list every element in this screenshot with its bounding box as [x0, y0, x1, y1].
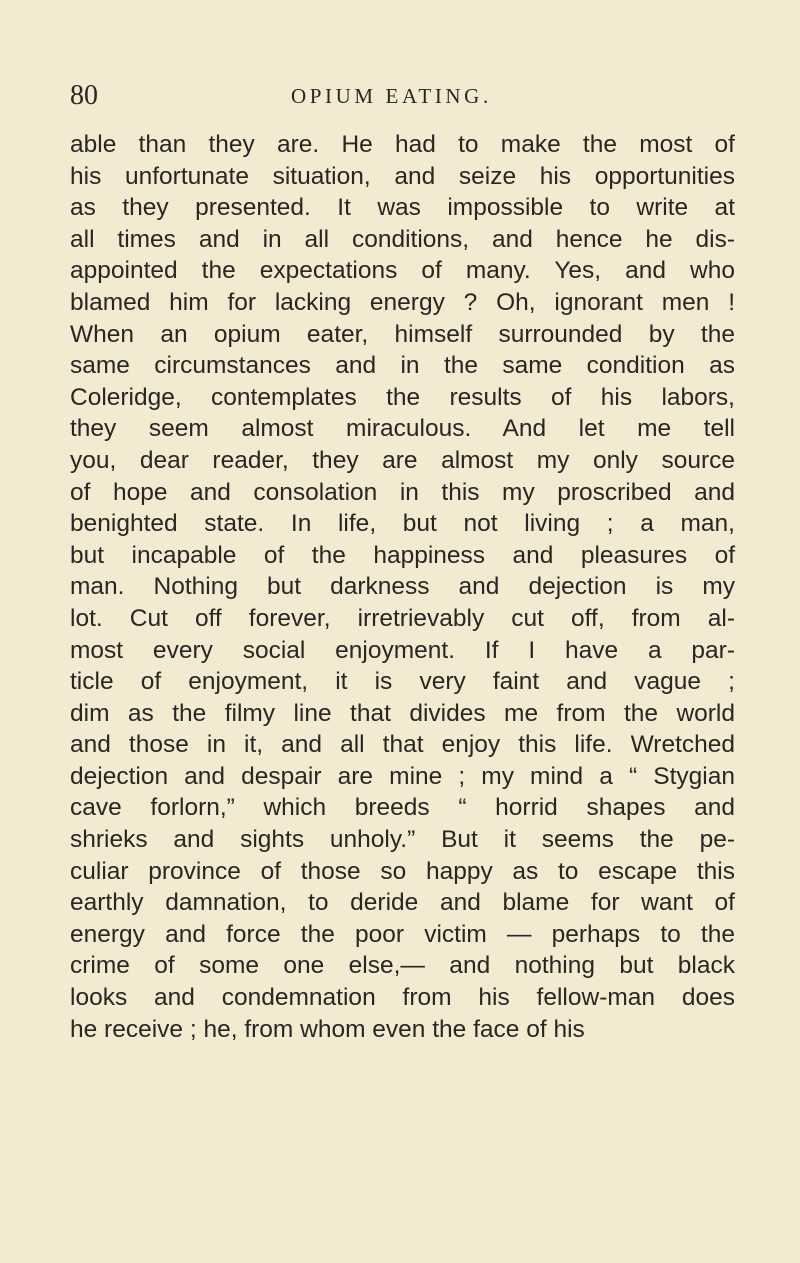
- text-line: energy and force the poor victim — perhaps to the: [70, 920, 735, 948]
- text-line: you, dear reader, they are almost my only source: [70, 446, 735, 474]
- text-line: dejection and despair are mine ; my mind a “ Stygian: [70, 762, 735, 790]
- text-line: able than they are. He had to make the most of: [70, 131, 735, 158]
- text-line: same circumstances and in the same condition as: [70, 352, 735, 380]
- text-line: lot. Cut off forever, irretrievably cut off, from al-: [70, 604, 735, 632]
- text-line: he receive ; he, from whom even the face of his: [70, 1015, 585, 1043]
- text-line: of hope and consolation in this my proscribed and: [70, 478, 735, 506]
- text-line: blamed him for lacking energy ? Oh, ignorant men !: [70, 288, 735, 316]
- text-line: looks and condemnation from his fellow-man does: [70, 984, 735, 1012]
- text-line: crime of some one else,— and nothing but black: [70, 952, 735, 980]
- text-line: dim as the filmy line that divides me from the world: [70, 699, 735, 727]
- text-line: all times and in all conditions, and hence he dis-: [70, 225, 735, 253]
- page-header: [70, 76, 730, 116]
- text-line: they seem almost miraculous. And let me tell: [70, 415, 735, 443]
- text-line: culiar province of those so happy as to escape this: [70, 857, 735, 885]
- text-line: ticle of enjoyment, it is very faint and vague ;: [70, 668, 735, 696]
- body-text: [70, 129, 735, 1045]
- text-line: appointed the expectations of many. Yes, and who: [70, 257, 735, 285]
- text-line: benighted state. In life, but not living ; a man,: [70, 510, 735, 538]
- text-line: When an opium eater, himself surrounded by the: [70, 320, 735, 348]
- running-head: OPIUM EATING.: [291, 84, 492, 108]
- text-line: earthly damnation, to deride and blame for want of: [70, 889, 735, 917]
- text-line: but incapable of the happiness and pleasures of: [70, 541, 735, 569]
- text-line: man. Nothing but darkness and dejection is my: [70, 573, 735, 601]
- page-number: 80: [70, 80, 98, 111]
- text-line: his unfortunate situation, and seize his opportunities: [70, 162, 735, 190]
- text-line: shrieks and sights unholy.” But it seems the pe-: [70, 826, 735, 854]
- text-line: Coleridge, contemplates the results of his labors,: [70, 383, 735, 411]
- text-line: cave forlorn,” which breeds “ horrid shapes and: [70, 794, 735, 822]
- text-line: and those in it, and all that enjoy this life. Wretched: [70, 731, 735, 759]
- text-line: most every social enjoyment. If I have a par-: [70, 636, 735, 664]
- text-line: as they presented. It was impossible to write at: [70, 194, 735, 222]
